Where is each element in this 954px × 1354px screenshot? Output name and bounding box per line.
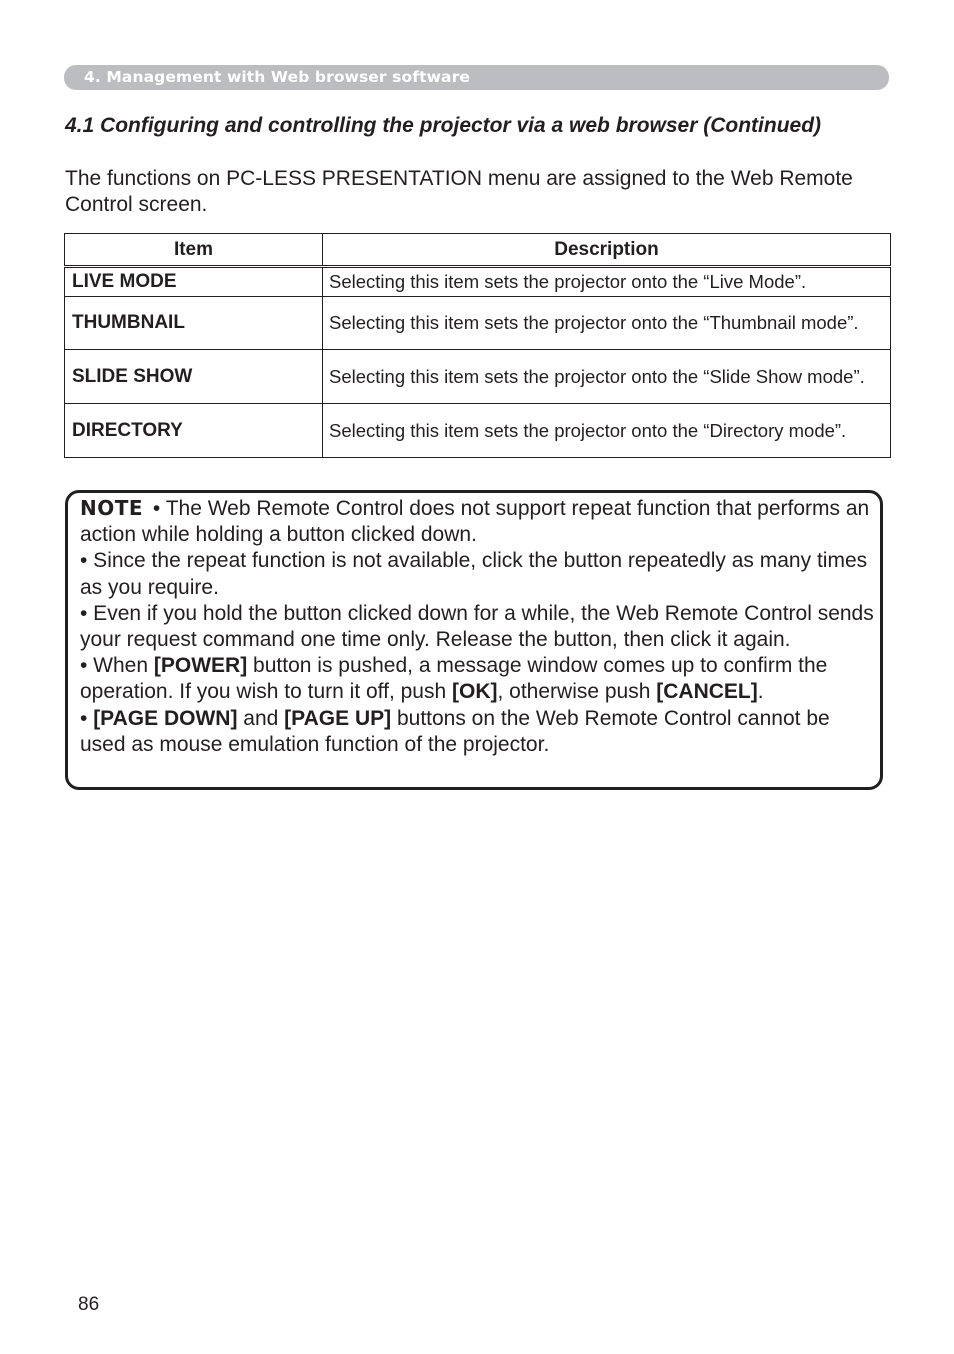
page-number: 86 xyxy=(78,1294,100,1315)
note-text: button is pushed, a message window comes up to confirm the operation. If you wish to turn it off, push xyxy=(80,654,828,704)
table-header-row xyxy=(65,234,891,267)
note-text: and xyxy=(237,706,285,730)
table-cell-item: SLIDE SHOW xyxy=(65,350,323,404)
note-text: buttons on the Web Remote Control cannot be used as mouse emulation function of the projector. xyxy=(80,706,830,756)
ok-button-reference: [OK] xyxy=(452,680,498,704)
note-paragraph xyxy=(80,495,880,548)
table-cell-description: Selecting this item sets the projector onto the “Directory mode”. xyxy=(323,404,891,458)
table-header-item: Item xyxy=(65,234,323,267)
table-cell-item: DIRECTORY xyxy=(65,404,323,458)
note-paragraph: • Even if you hold the button clicked down for a while, the Web Remote Control sends your request command one time only. Release the button, then click it again. xyxy=(80,601,874,652)
cancel-button-reference: [CANCEL] xyxy=(656,680,758,704)
table-cell-description: Selecting this item sets the projector onto the “Slide Show mode”. xyxy=(323,350,891,404)
table-row xyxy=(65,350,891,404)
page-up-button-reference: [PAGE UP] xyxy=(284,706,392,730)
note-paragraph: • Since the repeat function is not available, click the button repeatedly as many times as you require. xyxy=(80,549,868,599)
note-paragraph xyxy=(80,706,880,758)
note-text: • xyxy=(80,706,94,730)
section-title: 4.1 Configuring and controlling the projector via a web browser (Continued) xyxy=(65,114,822,137)
note-box xyxy=(65,490,883,790)
chapter-header-bar xyxy=(64,65,889,90)
table-row xyxy=(65,267,891,297)
note-text: . xyxy=(757,680,764,704)
table-cell-item: THUMBNAIL xyxy=(65,297,323,350)
note-text: • When xyxy=(80,654,154,678)
chapter-header-text: 4. Management with Web browser software xyxy=(84,68,470,86)
note-paragraph xyxy=(80,653,880,705)
table-cell-item: LIVE MODE xyxy=(65,267,323,297)
power-button-reference: [POWER] xyxy=(153,654,248,678)
table-cell-description: Selecting this item sets the projector onto the “Live Mode”. xyxy=(323,267,891,297)
intro-paragraph: The functions on PC-LESS PRESENTATION menu are assigned to the Web Remote Control screen. xyxy=(65,167,853,216)
note-label: NOTE xyxy=(80,496,144,520)
page-down-button-reference: [PAGE DOWN] xyxy=(93,706,238,730)
note-text: , otherwise push xyxy=(497,680,657,704)
table-row xyxy=(65,404,891,458)
note-content xyxy=(80,495,880,758)
note-text: • The Web Remote Control does not support repeat function that performs an action while holding a button clicked down. xyxy=(80,497,870,547)
table-cell-description: Selecting this item sets the projector onto the “Thumbnail mode”. xyxy=(323,297,891,350)
table-header-description: Description xyxy=(323,234,891,267)
functions-table xyxy=(64,233,891,458)
table-row xyxy=(65,297,891,350)
